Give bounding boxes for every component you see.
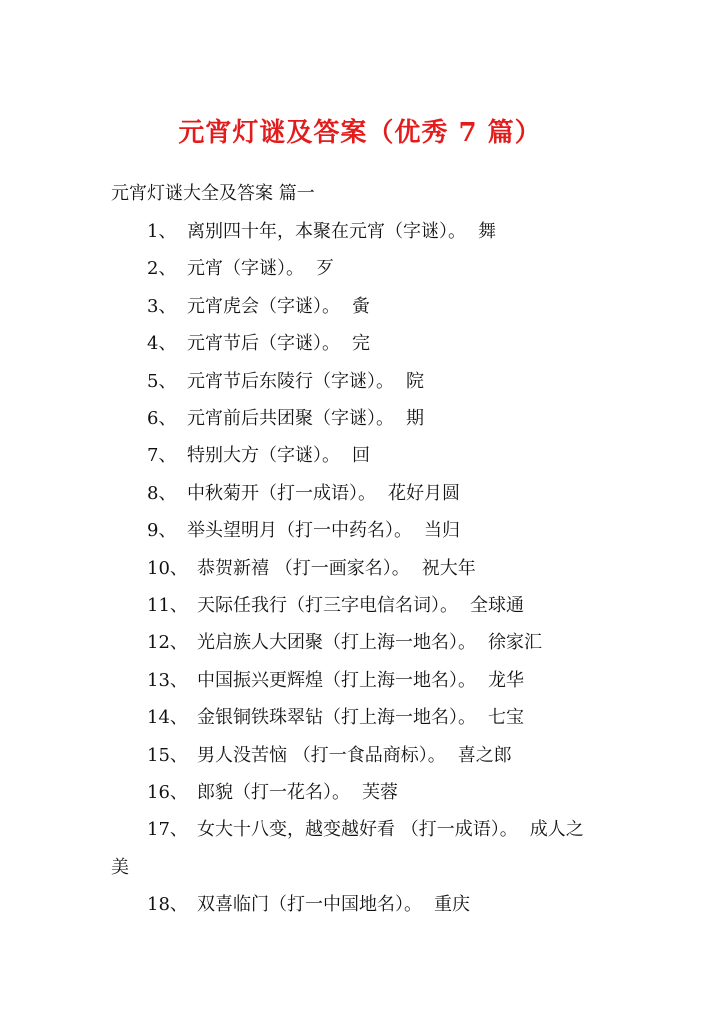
riddle-item (147, 294, 370, 320)
riddle-answer: 期 (406, 408, 424, 429)
riddle-number: 2、 (147, 258, 177, 279)
riddle-question: 光启族人大团聚（打上海一地名）。 (197, 632, 476, 653)
riddle-question: 天际任我行（打三字电信名词）。 (197, 595, 458, 616)
riddle-question: 金银铜铁珠翠钻（打上海一地名）。 (197, 707, 476, 728)
riddle-number: 3、 (147, 296, 177, 317)
riddle-item (147, 256, 334, 282)
riddle-item (147, 518, 460, 544)
riddle-question: 元宵虎会（字谜）。 (187, 296, 340, 317)
riddle-question: 举头望明月（打一中药名）。 (187, 520, 412, 541)
riddle-number: 10、 (147, 558, 188, 579)
riddle-question: 双喜临门（打一中国地名）。 (197, 894, 422, 915)
riddle-question: 元宵（字谜）。 (187, 258, 304, 279)
riddle-number: 1、 (147, 221, 177, 242)
riddle-answer: 完 (352, 333, 370, 354)
riddle-item (147, 369, 424, 395)
riddle-item (147, 630, 542, 656)
riddle-number: 13、 (147, 670, 188, 691)
riddle-question: 元宵前后共团聚（字谜）。 (187, 408, 394, 429)
riddle-number: 15、 (147, 745, 188, 766)
riddle-answer: 当归 (424, 520, 460, 541)
riddle-number: 4、 (147, 333, 177, 354)
riddle-answer: 龙华 (488, 670, 524, 691)
riddle-item (147, 593, 524, 619)
riddle-answer: 成人之 (529, 819, 584, 840)
riddle-item (147, 443, 370, 469)
riddle-answer: 重庆 (434, 894, 470, 915)
riddle-number: 16、 (147, 782, 188, 803)
riddle-number: 14、 (147, 707, 188, 728)
riddle-number: 8、 (147, 483, 177, 504)
riddle-answer: 全球通 (470, 595, 524, 616)
riddle-number: 9、 (147, 520, 177, 541)
riddle-number: 18、 (147, 894, 188, 915)
riddle-item (147, 556, 476, 582)
riddle-answer: 夤 (352, 296, 370, 317)
riddle-answer: 歹 (316, 258, 334, 279)
riddle-question: 离别四十年，本聚在元宵（字谜）。 (187, 221, 466, 242)
riddle-item (147, 668, 524, 694)
riddle-answer: 花好月圆 (388, 483, 460, 504)
riddle-question: 郎貌（打一花名）。 (197, 782, 350, 803)
riddle-question: 恭贺新禧 （打一画家名）。 (197, 558, 410, 579)
riddle-item (147, 406, 424, 432)
riddle-answer: 回 (352, 445, 370, 466)
riddle-number: 11、 (147, 595, 188, 616)
riddle-answer-continuation: 美 (111, 857, 129, 878)
riddle-answer: 七宝 (488, 707, 524, 728)
riddle-question: 中国振兴更辉煌（打上海一地名）。 (197, 670, 476, 691)
riddle-question: 男人没苦恼 （打一食品商标）。 (197, 745, 446, 766)
riddle-number: 6、 (147, 408, 177, 429)
riddle-item (147, 892, 470, 918)
riddle-answer: 祝大年 (421, 558, 476, 579)
riddle-item (147, 705, 524, 731)
riddle-question: 元宵节后（字谜）。 (187, 333, 340, 354)
riddle-answer: 芙蓉 (362, 782, 398, 803)
document-title: 元宵灯谜及答案（优秀 7 篇） (178, 118, 542, 148)
riddle-answer: 喜之郎 (457, 745, 512, 766)
riddle-item (147, 219, 496, 245)
riddle-item (147, 481, 460, 507)
riddle-question: 女大十八变，越变越好看 （打一成语）。 (197, 819, 518, 840)
riddle-question: 中秋菊开（打一成语）。 (187, 483, 376, 504)
riddle-question: 特别大方（字谜）。 (187, 445, 340, 466)
riddle-item (147, 780, 398, 806)
riddle-item (147, 817, 584, 843)
riddle-number: 7、 (147, 445, 177, 466)
riddle-number: 17、 (147, 819, 188, 840)
riddle-item (147, 331, 370, 357)
section-heading: 元宵灯谜大全及答案 篇一 (111, 183, 315, 204)
riddle-number: 12、 (147, 632, 188, 653)
riddle-answer: 舞 (478, 221, 496, 242)
riddle-question: 元宵节后东陵行（字谜）。 (187, 371, 394, 392)
riddle-item (147, 743, 512, 769)
riddle-answer: 徐家汇 (488, 632, 542, 653)
riddle-answer: 院 (406, 371, 424, 392)
riddle-number: 5、 (147, 371, 177, 392)
